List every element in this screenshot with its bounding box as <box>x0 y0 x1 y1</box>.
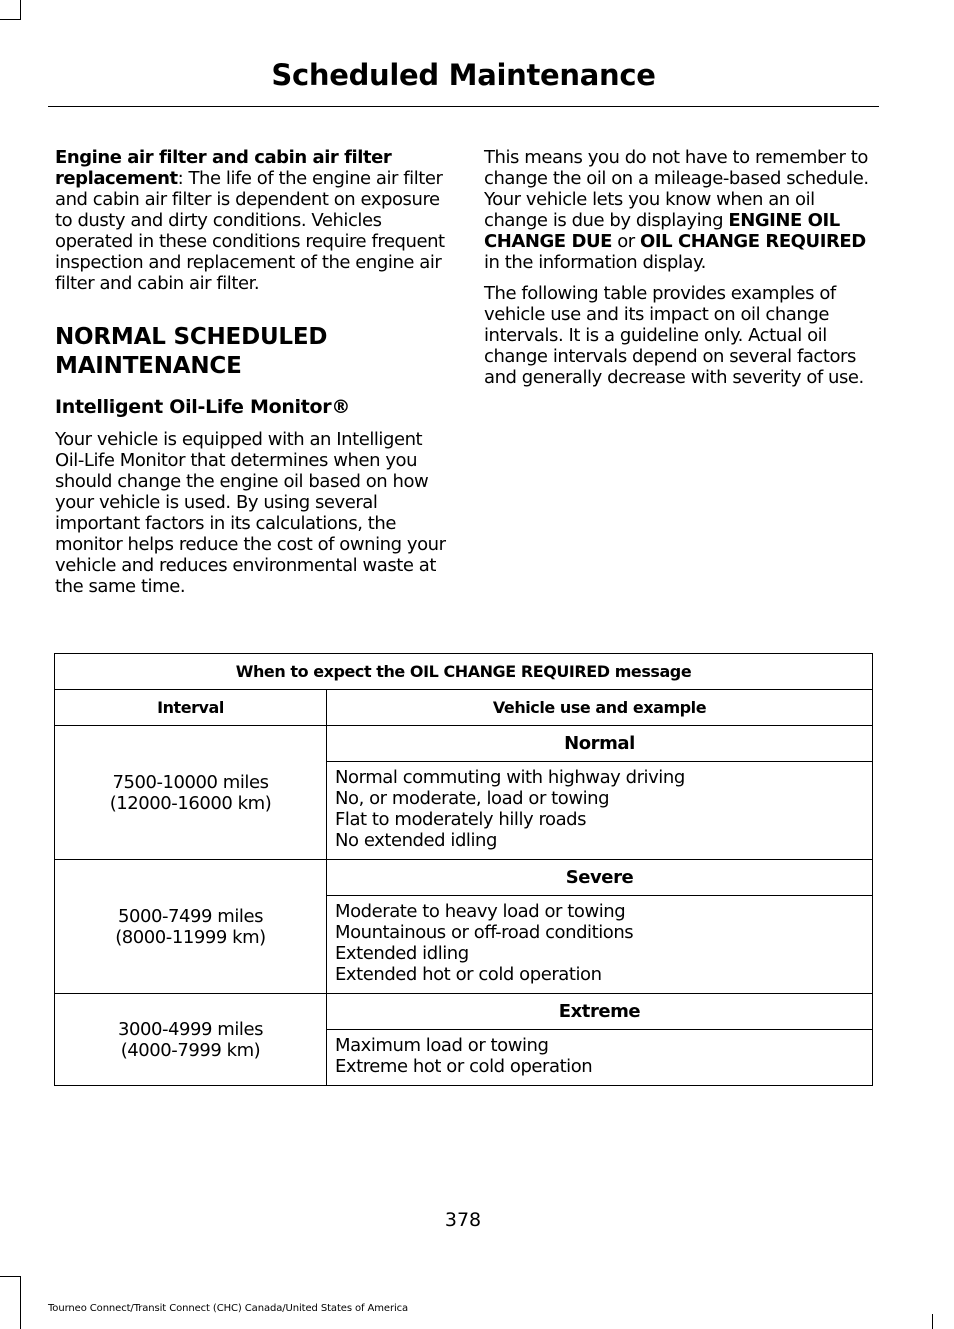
column-header-use: Vehicle use and example <box>327 690 873 726</box>
left-column <box>55 147 450 607</box>
right-column <box>484 147 879 398</box>
interval-cell: 3000-4999 miles (4000-7999 km) <box>55 994 327 1086</box>
oil-monitor-paragraph: Your vehicle is equipped with an Intelligent Oil-Life Monitor that determines when you should change the engine oil based on how your vehicle is used. By using several important factors in its calculations, the monitor helps reduce the cost of owning your vehicle and reduces environmental waste at the same time. <box>55 429 446 597</box>
interval-cell: 7500-10000 miles (12000-16000 km) <box>55 726 327 860</box>
air-filter-heading: Engine air filter and cabin air filter replacement <box>55 147 392 189</box>
table-intro-paragraph: The following table provides examples of vehicle use and its impact on oil change intervals. It is a guideline only. Actual oil change intervals depend on several factors and generally decrease with severity of use. <box>484 283 864 388</box>
category-cell: Normal <box>327 726 873 762</box>
crop-mark <box>932 1314 933 1329</box>
table-row <box>55 860 873 896</box>
oil-change-table <box>54 653 873 1086</box>
category-cell: Extreme <box>327 994 873 1030</box>
crop-mark <box>0 19 20 20</box>
section-heading: NORMAL SCHEDULED MAINTENANCE <box>55 324 328 379</box>
table-row <box>55 726 873 762</box>
page-title: Scheduled Maintenance <box>271 58 656 92</box>
footer-text: Tourneo Connect/Transit Connect (CHC) Canada/United States of America <box>48 1303 409 1314</box>
crop-mark <box>0 1276 20 1277</box>
examples-cell: Maximum load or towing Extreme hot or cold operation <box>327 1030 873 1086</box>
column-header-interval: Interval <box>55 690 327 726</box>
interval-cell: 5000-7499 miles (8000-11999 km) <box>55 860 327 994</box>
crop-mark <box>20 1276 21 1329</box>
crop-mark <box>20 0 21 20</box>
oil-message-paragraph: This means you do not have to remember to change the oil on a mileage-based schedule. Your vehicle lets you know when an oil change is due by displaying ENGINE OIL CHANGE DUE or OIL CHANGE REQUIRED in the information display. <box>484 147 869 273</box>
examples-cell: Moderate to heavy load or towing Mountainous or off-road conditions Extended idling Extended hot or cold operation <box>327 896 873 994</box>
page-number: 378 <box>444 1209 482 1231</box>
examples-cell: Normal commuting with highway driving No, or moderate, load or towing Flat to moderately hilly roads No extended idling <box>327 762 873 860</box>
table-row <box>55 994 873 1030</box>
table-caption: When to expect the OIL CHANGE REQUIRED message <box>55 654 873 690</box>
air-filter-paragraph: Engine air filter and cabin air filter replacement: The life of the engine air filter and cabin air filter is dependent on exposure to dusty and dirty conditions. Vehicles operated in these conditions require frequent inspection and replacement of the engine air filter and cabin air filter. <box>55 147 445 294</box>
category-cell: Severe <box>327 860 873 896</box>
title-divider <box>48 106 879 107</box>
sub-heading: Intelligent Oil-Life Monitor® <box>55 396 351 418</box>
